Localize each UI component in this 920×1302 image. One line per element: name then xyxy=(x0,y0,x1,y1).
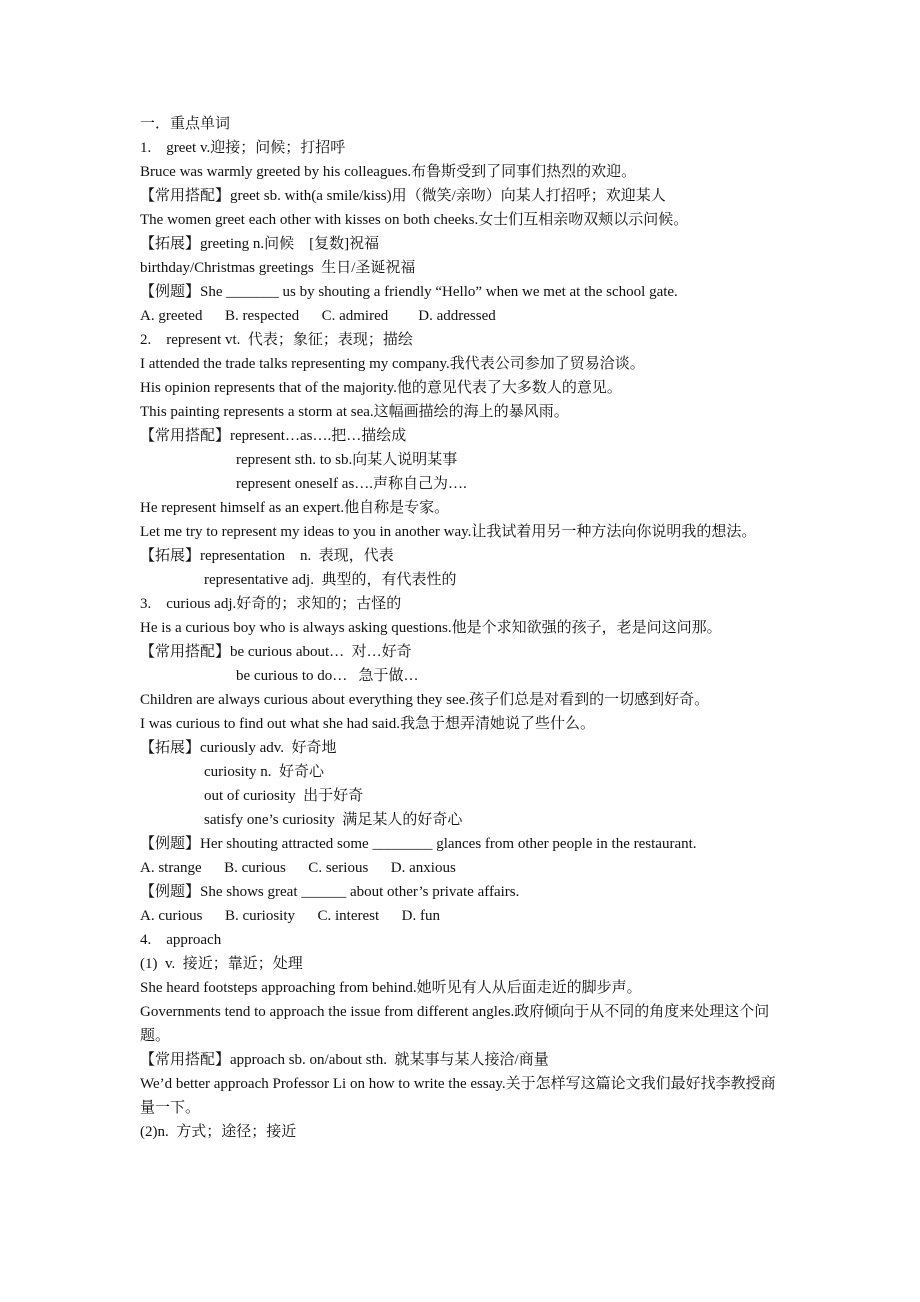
text-line: A. greeted B. respected C. admired D. addressed xyxy=(140,308,496,324)
text-line: represent oneself as….声称自己为…. xyxy=(236,476,467,492)
text-line: She heard footsteps approaching from behind.她听见有人从后面走近的脚步声。 xyxy=(140,980,642,996)
text-line: 1. greet v.迎接；问候；打招呼 xyxy=(140,140,346,156)
text-line: He is a curious boy who is always asking questions.他是个求知欲强的孩子，老是问这问那。 xyxy=(140,620,722,636)
text-line: curiosity n. 好奇心 xyxy=(204,764,324,780)
text-line: Bruce was warmly greeted by his colleagues.布鲁斯受到了同事们热烈的欢迎。 xyxy=(140,164,637,180)
text-line: 一．重点单词 xyxy=(140,116,231,132)
text-line: Governments tend to approach the issue from different angles.政府倾向于从不同的角度来处理这个问题。 xyxy=(140,1004,770,1044)
text-line: satisfy one’s curiosity 满足某人的好奇心 xyxy=(204,812,463,828)
text-line: I attended the trade talks representing my company.我代表公司参加了贸易洽谈。 xyxy=(140,356,645,372)
text-line: 【常用搭配】approach sb. on/about sth. 就某事与某人接洽/商量 xyxy=(140,1052,549,1068)
text-line: 【常用搭配】represent…as….把…描绘成 xyxy=(140,428,407,444)
text-line: A. curious B. curiosity C. interest D. fun xyxy=(140,908,440,924)
text-line: We’d better approach Professor Li on how to write the essay.关于怎样写这篇论文我们最好找李教授商量一下。 xyxy=(140,1076,776,1116)
text-line: Let me try to represent my ideas to you in another way.让我试着用另一种方法向你说明我的想法。 xyxy=(140,524,757,540)
text-line: 【例题】She _______ us by shouting a friendly “Hello” when we met at the school gate. xyxy=(140,284,678,300)
text-line: 【拓展】representation n. 表现，代表 xyxy=(140,548,394,564)
text-line: He represent himself as an expert.他自称是专家。 xyxy=(140,500,450,516)
text-line: represent sth. to sb.向某人说明某事 xyxy=(236,452,458,468)
text-line: be curious to do… 急于做… xyxy=(236,668,419,684)
text-line: 【拓展】greeting n.问候 [复数]祝福 xyxy=(140,236,380,252)
text-line: 【常用搭配】be curious about… 对…好奇 xyxy=(140,644,412,660)
text-line: I was curious to find out what she had said.我急于想弄清她说了些什么。 xyxy=(140,716,595,732)
text-line: representative adj. 典型的，有代表性的 xyxy=(204,572,457,588)
text-line: 2. represent vt. 代表；象征；表现；描绘 xyxy=(140,332,413,348)
text-line: out of curiosity 出于好奇 xyxy=(204,788,364,804)
text-line: 【例题】Her shouting attracted some ________ glances from other people in the restaurant. xyxy=(140,836,697,852)
text-line: Children are always curious about everything they see.孩子们总是对看到的一切感到好奇。 xyxy=(140,692,710,708)
text-line: A. strange B. curious C. serious D. anxious xyxy=(140,860,456,876)
text-line: 【例题】She shows great ______ about other’s private affairs. xyxy=(140,884,520,900)
text-line: 【拓展】curiously adv. 好奇地 xyxy=(140,740,337,756)
text-line: The women greet each other with kisses on both cheeks.女士们互相亲吻双颊以示问候。 xyxy=(140,212,689,228)
text-line: His opinion represents that of the majority.他的意见代表了大多数人的意见。 xyxy=(140,380,622,396)
text-line: This painting represents a storm at sea.这幅画描绘的海上的暴风雨。 xyxy=(140,404,569,420)
text-line: 3. curious adj.好奇的；求知的；古怪的 xyxy=(140,596,402,612)
text-line: birthday/Christmas greetings 生日/圣诞祝福 xyxy=(140,260,416,276)
text-line: (2)n. 方式；途径；接近 xyxy=(140,1124,297,1140)
document-page xyxy=(140,112,790,1144)
text-line: 【常用搭配】greet sb. with(a smile/kiss)用（微笑/亲吻）向某人打招呼；欢迎某人 xyxy=(140,188,666,204)
text-line: (1) v. 接近；靠近；处理 xyxy=(140,956,303,972)
text-line: 4. approach xyxy=(140,932,222,948)
